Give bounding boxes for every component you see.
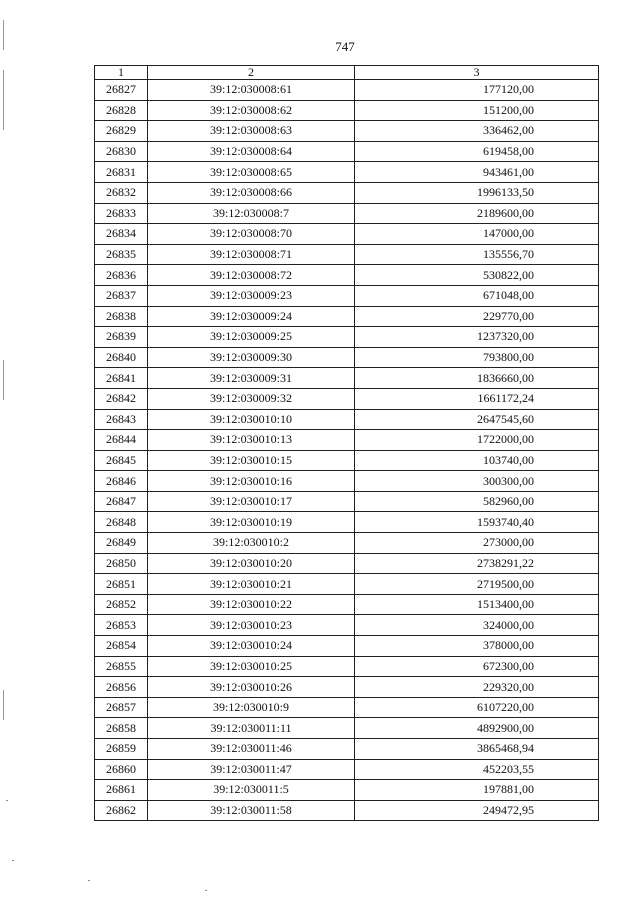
row-number-cell: 26855 xyxy=(95,656,148,677)
table-row xyxy=(95,718,599,739)
value-cell: 229320,00 xyxy=(355,677,599,698)
cadastral-number-cell: 39:12:030009:24 xyxy=(148,306,355,327)
table-row xyxy=(95,800,599,821)
scan-margin-mark xyxy=(3,70,4,130)
value-cell: 1513400,00 xyxy=(355,594,599,615)
table-row xyxy=(95,450,599,471)
cadastral-number-cell: 39:12:030008:64 xyxy=(148,141,355,162)
cadastral-number-cell: 39:12:030008:70 xyxy=(148,224,355,245)
table-row xyxy=(95,347,599,368)
row-number-cell: 26846 xyxy=(95,471,148,492)
cadastral-number-cell: 39:12:030008:62 xyxy=(148,100,355,121)
scan-speck xyxy=(12,860,14,861)
cadastral-number-cell: 39:12:030011:58 xyxy=(148,800,355,821)
value-cell: 452203,55 xyxy=(355,759,599,780)
row-number-cell: 26844 xyxy=(95,430,148,451)
row-number-cell: 26838 xyxy=(95,306,148,327)
table-row xyxy=(95,327,599,348)
table-row xyxy=(95,121,599,142)
row-number-cell: 26827 xyxy=(95,80,148,101)
value-cell: 324000,00 xyxy=(355,615,599,636)
table-row xyxy=(95,739,599,760)
row-number-cell: 26830 xyxy=(95,141,148,162)
row-number-cell: 26841 xyxy=(95,368,148,389)
row-number-cell: 26836 xyxy=(95,265,148,286)
value-cell: 6107220,00 xyxy=(355,697,599,718)
value-cell: 336462,00 xyxy=(355,121,599,142)
row-number-cell: 26851 xyxy=(95,574,148,595)
value-cell: 3865468,94 xyxy=(355,739,599,760)
value-cell: 1661172,24 xyxy=(355,388,599,409)
value-cell: 378000,00 xyxy=(355,636,599,657)
scan-margin-mark xyxy=(3,360,4,400)
cadastral-number-cell: 39:12:030010:16 xyxy=(148,471,355,492)
cadastral-number-cell: 39:12:030011:47 xyxy=(148,759,355,780)
scan-speck xyxy=(88,880,90,881)
value-cell: 2189600,00 xyxy=(355,203,599,224)
row-number-cell: 26856 xyxy=(95,677,148,698)
cadastral-number-cell: 39:12:030009:31 xyxy=(148,368,355,389)
value-cell: 135556,70 xyxy=(355,244,599,265)
table-row xyxy=(95,80,599,101)
cadastral-number-cell: 39:12:030009:23 xyxy=(148,285,355,306)
value-cell: 300300,00 xyxy=(355,471,599,492)
table-row xyxy=(95,224,599,245)
header-row xyxy=(95,66,599,80)
table-row xyxy=(95,182,599,203)
row-number-cell: 26837 xyxy=(95,285,148,306)
value-cell: 2719500,00 xyxy=(355,574,599,595)
table-row xyxy=(95,656,599,677)
value-cell: 671048,00 xyxy=(355,285,599,306)
cadastral-number-cell: 39:12:030010:20 xyxy=(148,553,355,574)
row-number-cell: 26843 xyxy=(95,409,148,430)
table-row xyxy=(95,306,599,327)
table-body xyxy=(95,80,599,821)
table-row xyxy=(95,512,599,533)
row-number-cell: 26853 xyxy=(95,615,148,636)
table-row xyxy=(95,100,599,121)
value-cell: 619458,00 xyxy=(355,141,599,162)
data-table xyxy=(94,65,599,821)
table-row xyxy=(95,244,599,265)
table-row xyxy=(95,677,599,698)
value-cell: 103740,00 xyxy=(355,450,599,471)
cadastral-number-cell: 39:12:030011:11 xyxy=(148,718,355,739)
table-row xyxy=(95,471,599,492)
page-number: 747 xyxy=(335,39,355,54)
table-row xyxy=(95,430,599,451)
table-row xyxy=(95,409,599,430)
scan-speck xyxy=(6,800,8,801)
value-cell: 151200,00 xyxy=(355,100,599,121)
row-number-cell: 26840 xyxy=(95,347,148,368)
cadastral-number-cell: 39:12:030010:25 xyxy=(148,656,355,677)
cadastral-number-cell: 39:12:030010:17 xyxy=(148,491,355,512)
value-cell: 249472,95 xyxy=(355,800,599,821)
table-row xyxy=(95,203,599,224)
column-header: 2 xyxy=(148,66,355,80)
row-number-cell: 26857 xyxy=(95,697,148,718)
scan-speck xyxy=(205,890,207,891)
table-header xyxy=(95,66,599,80)
value-cell: 1996133,50 xyxy=(355,182,599,203)
cadastral-number-cell: 39:12:030010:23 xyxy=(148,615,355,636)
cadastral-number-cell: 39:12:030010:9 xyxy=(148,697,355,718)
cadastral-number-cell: 39:12:030010:13 xyxy=(148,430,355,451)
value-cell: 147000,00 xyxy=(355,224,599,245)
cadastral-number-cell: 39:12:030010:10 xyxy=(148,409,355,430)
value-cell: 793800,00 xyxy=(355,347,599,368)
row-number-cell: 26858 xyxy=(95,718,148,739)
column-header: 1 xyxy=(95,66,148,80)
row-number-cell: 26849 xyxy=(95,533,148,554)
row-number-cell: 26848 xyxy=(95,512,148,533)
row-number-cell: 26861 xyxy=(95,780,148,801)
cadastral-number-cell: 39:12:030008:72 xyxy=(148,265,355,286)
table-row xyxy=(95,553,599,574)
row-number-cell: 26832 xyxy=(95,182,148,203)
table-row xyxy=(95,162,599,183)
table-row xyxy=(95,533,599,554)
cadastral-number-cell: 39:12:030010:26 xyxy=(148,677,355,698)
cadastral-number-cell: 39:12:030010:15 xyxy=(148,450,355,471)
value-cell: 1237320,00 xyxy=(355,327,599,348)
value-cell: 4892900,00 xyxy=(355,718,599,739)
value-cell: 229770,00 xyxy=(355,306,599,327)
row-number-cell: 26854 xyxy=(95,636,148,657)
table-row xyxy=(95,615,599,636)
table-row xyxy=(95,388,599,409)
table-row xyxy=(95,285,599,306)
column-header: 3 xyxy=(355,66,599,80)
table-row xyxy=(95,368,599,389)
value-cell: 672300,00 xyxy=(355,656,599,677)
cadastral-number-cell: 39:12:030010:22 xyxy=(148,594,355,615)
row-number-cell: 26839 xyxy=(95,327,148,348)
cadastral-number-cell: 39:12:030008:65 xyxy=(148,162,355,183)
row-number-cell: 26852 xyxy=(95,594,148,615)
value-cell: 1593740,40 xyxy=(355,512,599,533)
row-number-cell: 26831 xyxy=(95,162,148,183)
cadastral-number-cell: 39:12:030008:71 xyxy=(148,244,355,265)
table-row xyxy=(95,141,599,162)
table-row xyxy=(95,265,599,286)
row-number-cell: 26847 xyxy=(95,491,148,512)
cadastral-number-cell: 39:12:030008:66 xyxy=(148,182,355,203)
row-number-cell: 26850 xyxy=(95,553,148,574)
table-row xyxy=(95,574,599,595)
value-cell: 530822,00 xyxy=(355,265,599,286)
row-number-cell: 26834 xyxy=(95,224,148,245)
value-cell: 197881,00 xyxy=(355,780,599,801)
row-number-cell: 26833 xyxy=(95,203,148,224)
table-row xyxy=(95,636,599,657)
table-row xyxy=(95,491,599,512)
row-number-cell: 26835 xyxy=(95,244,148,265)
row-number-cell: 26862 xyxy=(95,800,148,821)
row-number-cell: 26860 xyxy=(95,759,148,780)
table-row xyxy=(95,759,599,780)
value-cell: 177120,00 xyxy=(355,80,599,101)
row-number-cell: 26828 xyxy=(95,100,148,121)
cadastral-number-cell: 39:12:030009:32 xyxy=(148,388,355,409)
cadastral-number-cell: 39:12:030009:25 xyxy=(148,327,355,348)
value-cell: 2647545,60 xyxy=(355,409,599,430)
cadastral-number-cell: 39:12:030008:7 xyxy=(148,203,355,224)
cadastral-number-cell: 39:12:030011:46 xyxy=(148,739,355,760)
row-number-cell: 26842 xyxy=(95,388,148,409)
row-number-cell: 26829 xyxy=(95,121,148,142)
value-cell: 943461,00 xyxy=(355,162,599,183)
value-cell: 2738291,22 xyxy=(355,553,599,574)
value-cell: 1722000,00 xyxy=(355,430,599,451)
cadastral-number-cell: 39:12:030008:61 xyxy=(148,80,355,101)
table-row xyxy=(95,697,599,718)
value-cell: 1836660,00 xyxy=(355,368,599,389)
cadastral-number-cell: 39:12:030009:30 xyxy=(148,347,355,368)
value-cell: 582960,00 xyxy=(355,491,599,512)
table-row xyxy=(95,594,599,615)
cadastral-number-cell: 39:12:030008:63 xyxy=(148,121,355,142)
row-number-cell: 26859 xyxy=(95,739,148,760)
table-row xyxy=(95,780,599,801)
value-cell: 273000,00 xyxy=(355,533,599,554)
scan-margin-mark xyxy=(3,690,4,720)
cadastral-number-cell: 39:12:030010:2 xyxy=(148,533,355,554)
row-number-cell: 26845 xyxy=(95,450,148,471)
cadastral-number-cell: 39:12:030010:21 xyxy=(148,574,355,595)
cadastral-number-cell: 39:12:030011:5 xyxy=(148,780,355,801)
cadastral-number-cell: 39:12:030010:19 xyxy=(148,512,355,533)
cadastral-number-cell: 39:12:030010:24 xyxy=(148,636,355,657)
